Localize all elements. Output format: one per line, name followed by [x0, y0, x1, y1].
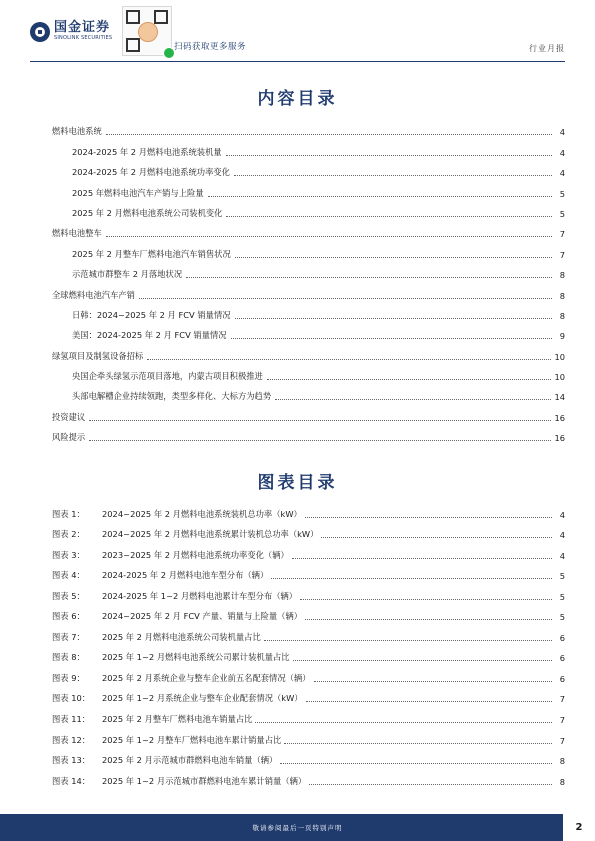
- toc-entry[interactable]: [52, 382, 565, 402]
- toc-entry-page: 4: [559, 127, 565, 138]
- dot-leader: [292, 557, 552, 559]
- qr-code-icon[interactable]: [122, 6, 172, 56]
- figure-entry-page: 6: [559, 673, 565, 684]
- toc-entry-label: 全球燃料电池汽车产销: [52, 289, 135, 300]
- toc-entry[interactable]: [52, 362, 565, 382]
- figure-entry-number: 图表 1：: [52, 508, 85, 519]
- dot-leader: [306, 700, 552, 702]
- dot-leader: [89, 439, 551, 441]
- figure-entry-number: 图表 10：: [52, 693, 91, 704]
- dot-leader: [275, 398, 551, 400]
- toc-entry-label: 投资建议: [52, 411, 86, 422]
- figure-entry-number: 图表 8：: [52, 652, 85, 663]
- toc-entry-label: 风险提示: [52, 432, 86, 443]
- dot-leader: [271, 577, 552, 579]
- toc-entry-label: 2025 年 2 月燃料电池系统公司装机变化: [72, 207, 223, 218]
- figure-entry-label: 2025 年 1~2 月系统企业与整车企业配套情况（kW）: [102, 693, 303, 704]
- toc-entry-label: 央国企牵头绿氢示范项目落地，内蒙古项目积极推进: [72, 371, 263, 382]
- figure-entry-number: 图表 3：: [52, 549, 85, 560]
- dot-leader: [234, 174, 552, 176]
- figure-entry-page: 5: [559, 591, 565, 602]
- dot-leader: [208, 195, 552, 197]
- toc-entry-page: 8: [559, 310, 565, 321]
- toc-entry-page: 5: [559, 208, 565, 219]
- dot-leader: [231, 337, 552, 339]
- toc-entry-page: 7: [559, 229, 565, 240]
- toc-entry[interactable]: [52, 280, 565, 300]
- figure-entry-number: 图表 12：: [52, 734, 91, 745]
- toc-entry-page: 5: [559, 188, 565, 199]
- figure-entry-number: 图表 14：: [52, 775, 91, 786]
- toc-entry-page: 4: [559, 147, 565, 158]
- toc-entry-label: 燃料电池整车: [52, 228, 102, 239]
- dot-leader: [321, 536, 552, 538]
- figure-entry-number: 图表 9：: [52, 672, 85, 683]
- figure-entry[interactable]: [52, 704, 565, 725]
- dot-leader: [267, 378, 552, 380]
- toc-entry-label: 日韩：2024~2025 年 2 月 FCV 销量情况: [72, 309, 231, 320]
- dot-leader: [293, 659, 552, 661]
- figure-entry-page: 4: [559, 550, 565, 561]
- figure-entry-page: 7: [559, 694, 565, 705]
- figure-entry-page: 4: [559, 509, 565, 520]
- page-header: [0, 0, 595, 62]
- toc-entry[interactable]: [52, 199, 565, 219]
- page-number: 2: [563, 814, 595, 841]
- dot-leader: [226, 154, 552, 156]
- brand-logo-icon: [30, 22, 50, 42]
- figure-entry[interactable]: [52, 725, 565, 746]
- figure-entry[interactable]: [52, 520, 565, 541]
- figure-entry[interactable]: [52, 663, 565, 684]
- brand-logo-text: [54, 21, 112, 42]
- figure-entry-page: 8: [559, 756, 565, 767]
- dot-leader: [226, 215, 552, 217]
- dot-leader: [284, 742, 552, 744]
- dot-leader: [186, 276, 552, 278]
- toc-entry-page: 8: [559, 270, 565, 281]
- dot-leader: [264, 639, 552, 641]
- toc-entry[interactable]: [52, 219, 565, 239]
- toc-entry-page: 10: [554, 372, 565, 383]
- dot-leader: [314, 680, 552, 682]
- figure-entry-label: 2025 年 1~2 月整车厂燃料电池车累计销量占比: [102, 734, 282, 745]
- page-footer: [0, 814, 595, 841]
- header-divider: [30, 61, 565, 62]
- brand-name-en: SINOLINK SECURITIES: [54, 35, 113, 41]
- toc-entry-label: 美国：2024-2025 年 2 月 FCV 销量情况: [72, 330, 227, 341]
- toc-entry-label: 头部电解槽企业持续领跑，类型多样化、大标方为趋势: [72, 391, 272, 402]
- figure-entry-page: 5: [559, 571, 565, 582]
- figures-list: [52, 499, 565, 787]
- toc-entry-label: 2025 年燃料电池汽车产销与上险量: [72, 187, 204, 198]
- figure-entry[interactable]: [52, 684, 565, 705]
- figure-entry-number: 图表 2：: [52, 529, 85, 540]
- figure-entry[interactable]: [52, 540, 565, 561]
- toc-entry[interactable]: [52, 402, 565, 422]
- toc-entry-page: 7: [559, 249, 565, 260]
- document-type: 行业月报: [529, 44, 565, 53]
- toc-entry[interactable]: [52, 239, 565, 259]
- figure-entry-label: 2024-2025 年 2 月燃料电池车型分布（辆）: [102, 570, 269, 581]
- dot-leader: [309, 783, 552, 785]
- figure-entry[interactable]: [52, 766, 565, 787]
- figure-entry[interactable]: [52, 561, 565, 582]
- toc-entry-label: 2025 年 2 月整车厂燃料电池汽车销售状况: [72, 248, 231, 259]
- figure-entry-label: 2025 年 1~2 月示范城市群燃料电池车累计销量（辆）: [102, 775, 307, 786]
- figure-entry-page: 8: [559, 776, 565, 787]
- figure-entry-label: 2025 年 2 月整车厂燃料电池车销量占比: [102, 714, 253, 725]
- disclaimer-notice[interactable]: 敬请参阅最后一页特别声明: [252, 824, 343, 832]
- brand-name-cn: 国金证券: [54, 20, 111, 35]
- figure-entry[interactable]: [52, 643, 565, 664]
- toc-entry-page: 14: [554, 392, 565, 403]
- toc-list: [52, 117, 565, 443]
- toc-entry-label: 2024-2025 年 2 月燃料电池系统装机量: [72, 146, 222, 157]
- figure-entry-label: 2025 年 2 月燃料电池系统公司装机量占比: [102, 631, 261, 642]
- toc-entry-label: 2024-2025 年 2 月燃料电池系统功率变化: [72, 167, 230, 178]
- toc-title: 内容目录: [257, 89, 338, 109]
- toc-entry-label: 绿氢项目及制氢设备招标: [52, 350, 144, 361]
- figure-entry-label: 2025 年 2 月示范城市群燃料电池车销量（辆）: [102, 755, 278, 766]
- toc-entry[interactable]: [52, 137, 565, 157]
- dot-leader: [235, 256, 552, 258]
- toc-entry-label: 示范城市群整车 2 月落地状况: [72, 269, 183, 280]
- figure-entry-label: 2024~2025 年 2 月燃料电池系统装机总功率（kW）: [102, 508, 302, 519]
- figure-entry[interactable]: [52, 581, 565, 602]
- figure-entry[interactable]: [52, 622, 565, 643]
- toc-entry-page: 9: [559, 331, 565, 342]
- brand-logo: [30, 21, 112, 42]
- qr-caption: 扫码获取更多服务: [174, 42, 247, 52]
- figure-entry-label: 2025 年 1~2 月燃料电池系统公司累计装机量占比: [102, 652, 290, 663]
- figure-entry-page: 7: [559, 735, 565, 746]
- toc-entry[interactable]: [52, 260, 565, 280]
- figure-entry-label: 2024~2025 年 2 月燃料电池系统累计装机总功率（kW）: [102, 529, 319, 540]
- dot-leader: [139, 297, 552, 299]
- dot-leader: [106, 133, 552, 135]
- figure-entry-page: 6: [559, 632, 565, 643]
- figure-entry-label: 2025 年 2 月系统企业与整车企业前五名配套情况（辆）: [102, 672, 311, 683]
- dot-leader: [106, 235, 552, 237]
- toc-entry[interactable]: [52, 117, 565, 137]
- figure-entry-label: 2024-2025 年 1~2 月燃料电池累计车型分布（辆）: [102, 590, 298, 601]
- figure-entry[interactable]: [52, 602, 565, 623]
- toc-entry[interactable]: [52, 341, 565, 361]
- figure-entry-number: 图表 5：: [52, 590, 85, 601]
- figure-entry-page: 7: [559, 715, 565, 726]
- figure-entry-page: 5: [559, 612, 565, 623]
- figure-entry-page: 6: [559, 653, 565, 664]
- figure-entry-number: 图表 7：: [52, 631, 85, 642]
- dot-leader: [305, 618, 552, 620]
- figure-entry-number: 图表 4：: [52, 570, 85, 581]
- figure-entry[interactable]: [52, 499, 565, 520]
- figure-entry[interactable]: [52, 746, 565, 767]
- dot-leader: [147, 358, 551, 360]
- toc-entry[interactable]: [52, 301, 565, 321]
- dot-leader: [305, 516, 552, 518]
- figures-title: 图表目录: [257, 473, 338, 493]
- figure-entry-label: 2024~2025 年 2 月 FCV 产量、销量与上险量（辆）: [102, 611, 303, 622]
- figure-entry-number: 图表 11：: [52, 714, 91, 725]
- toc-entry[interactable]: [52, 158, 565, 178]
- dot-leader: [89, 419, 551, 421]
- figure-entry-number: 图表 13：: [52, 755, 91, 766]
- dot-leader: [280, 762, 552, 764]
- figure-entry-label: 2023~2025 年 2 月燃料电池系统功率变化（辆）: [102, 549, 289, 560]
- toc-entry-label: 燃料电池系统: [52, 126, 102, 137]
- toc-entry-page: 16: [554, 412, 565, 423]
- toc-entry-page: 16: [554, 433, 565, 444]
- qr-avatar: [138, 22, 158, 42]
- toc-entry-page: 4: [559, 168, 565, 179]
- toc-entry[interactable]: [52, 178, 565, 198]
- figure-entry-page: 4: [559, 530, 565, 541]
- figure-entry-number: 图表 6：: [52, 611, 85, 622]
- dot-leader: [255, 721, 552, 723]
- toc-entry[interactable]: [52, 321, 565, 341]
- toc-entry[interactable]: [52, 423, 565, 443]
- dot-leader: [235, 317, 552, 319]
- toc-entry-page: 10: [554, 351, 565, 362]
- toc-entry-page: 8: [559, 290, 565, 301]
- dot-leader: [300, 598, 552, 600]
